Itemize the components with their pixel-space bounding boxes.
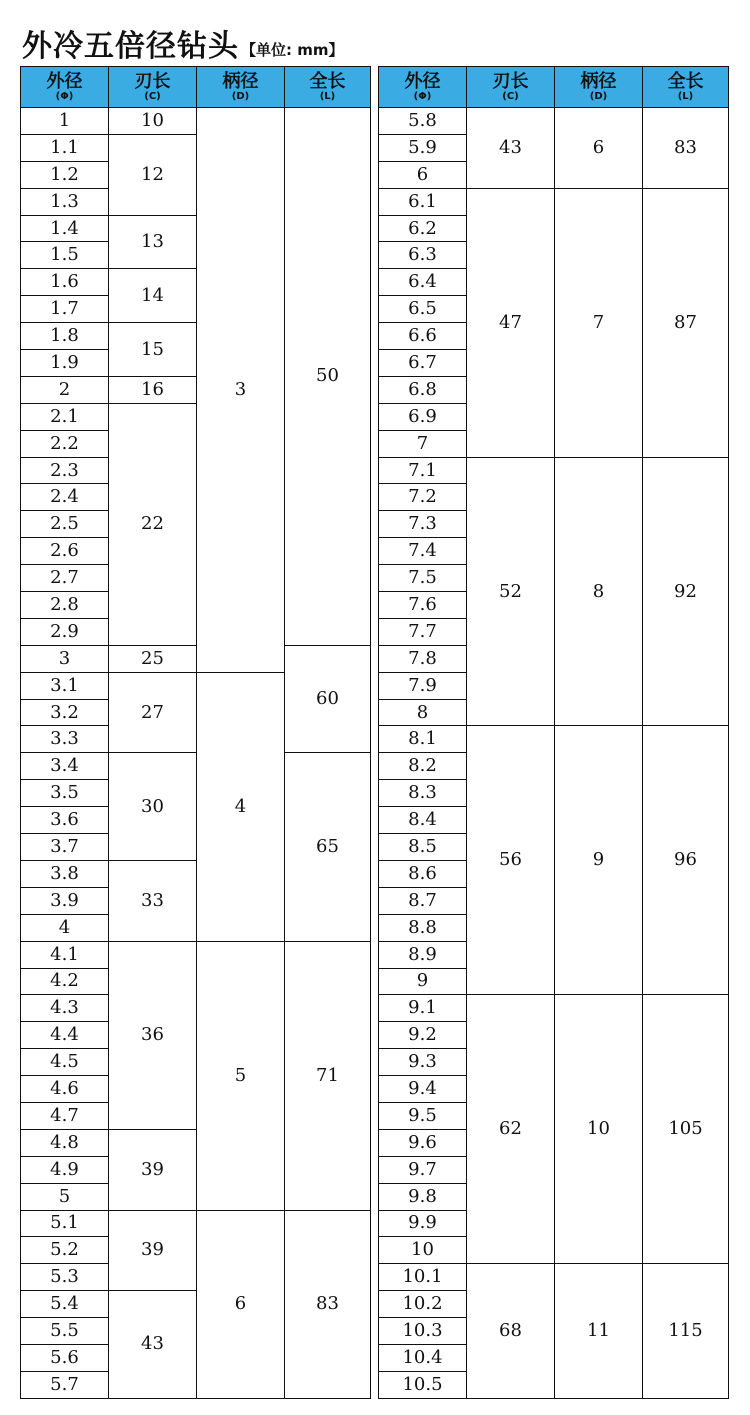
diameter-cell: 10.1: [379, 1264, 467, 1291]
total-length-cell: 65: [285, 753, 371, 941]
shank-diameter-cell: 6: [197, 1210, 285, 1398]
diameter-cell: 2.4: [21, 484, 109, 511]
diameter-cell: 1: [21, 108, 109, 135]
diameter-cell: 3.7: [21, 834, 109, 861]
diameter-cell: 2.6: [21, 538, 109, 565]
diameter-cell: 6.9: [379, 403, 467, 430]
blade-length-cell: 39: [109, 1129, 197, 1210]
total-length-cell: 83: [285, 1210, 371, 1398]
blade-length-cell: 22: [109, 403, 197, 645]
diameter-cell: 2: [21, 376, 109, 403]
header-blade-length: 刃长 (C): [109, 67, 197, 108]
table-row: [21, 941, 371, 968]
header-shank-diameter: 柄径 (D): [197, 67, 285, 108]
blade-length-cell: 15: [109, 323, 197, 377]
blade-length-cell: 43: [109, 1291, 197, 1399]
diameter-cell: 3.2: [21, 699, 109, 726]
diameter-cell: 4.6: [21, 1076, 109, 1103]
total-length-cell: 50: [285, 108, 371, 646]
diameter-cell: 5.3: [21, 1264, 109, 1291]
diameter-cell: 4.4: [21, 1022, 109, 1049]
diameter-cell: 3.9: [21, 887, 109, 914]
diameter-cell: 8.4: [379, 807, 467, 834]
diameter-cell: 6.8: [379, 376, 467, 403]
blade-length-cell: 13: [109, 215, 197, 269]
diameter-cell: 1.2: [21, 161, 109, 188]
diameter-cell: 2.8: [21, 592, 109, 619]
diameter-cell: 3.1: [21, 672, 109, 699]
table-body: [21, 108, 371, 1399]
diameter-cell: 6.3: [379, 242, 467, 269]
diameter-cell: 4.2: [21, 968, 109, 995]
blade-length-cell: 52: [467, 457, 555, 726]
table-row: [379, 457, 729, 484]
diameter-cell: 10.2: [379, 1291, 467, 1318]
shank-diameter-cell: 7: [555, 188, 643, 457]
diameter-cell: 8.8: [379, 914, 467, 941]
table-body: [379, 108, 729, 1399]
blade-length-cell: 25: [109, 645, 197, 672]
table-row: [379, 995, 729, 1022]
diameter-cell: 7.8: [379, 645, 467, 672]
shank-diameter-cell: 10: [555, 995, 643, 1264]
header-diameter: 外径 (Φ): [21, 67, 109, 108]
diameter-cell: 5.6: [21, 1344, 109, 1371]
blade-length-cell: 12: [109, 134, 197, 215]
blade-length-cell: 68: [467, 1264, 555, 1398]
table-row: [379, 108, 729, 135]
diameter-cell: 2.2: [21, 430, 109, 457]
blade-length-cell: 10: [109, 108, 197, 135]
diameter-cell: 5.5: [21, 1318, 109, 1345]
diameter-cell: 1.5: [21, 242, 109, 269]
blade-length-cell: 36: [109, 941, 197, 1129]
diameter-cell: 1.7: [21, 296, 109, 323]
shank-diameter-cell: 6: [555, 108, 643, 189]
diameter-cell: 2.7: [21, 565, 109, 592]
diameter-cell: 9.2: [379, 1022, 467, 1049]
diameter-cell: 4.5: [21, 1049, 109, 1076]
diameter-cell: 6: [379, 161, 467, 188]
diameter-cell: 4.1: [21, 941, 109, 968]
diameter-cell: 8.1: [379, 726, 467, 753]
page-title: [22, 16, 343, 62]
diameter-cell: 7.5: [379, 565, 467, 592]
header-row: [21, 67, 371, 108]
total-length-cell: 105: [643, 995, 729, 1264]
diameter-cell: 5: [21, 1183, 109, 1210]
diameter-cell: 9.1: [379, 995, 467, 1022]
diameter-cell: 6.7: [379, 350, 467, 377]
diameter-cell: 4: [21, 914, 109, 941]
diameter-cell: 7.1: [379, 457, 467, 484]
table-row: [21, 108, 371, 135]
blade-length-cell: 30: [109, 753, 197, 861]
blade-length-cell: 62: [467, 995, 555, 1264]
diameter-cell: 8.2: [379, 753, 467, 780]
diameter-cell: 9.8: [379, 1183, 467, 1210]
table-row: [379, 726, 729, 753]
diameter-cell: 8.9: [379, 941, 467, 968]
shank-diameter-cell: 8: [555, 457, 643, 726]
table-row: [21, 1210, 371, 1237]
header-total-length: 全长 (L): [285, 67, 371, 108]
total-length-cell: 92: [643, 457, 729, 726]
diameter-cell: 8.3: [379, 780, 467, 807]
diameter-cell: 10: [379, 1237, 467, 1264]
diameter-cell: 7.4: [379, 538, 467, 565]
diameter-cell: 8: [379, 699, 467, 726]
blade-length-cell: 56: [467, 726, 555, 995]
blade-length-cell: 14: [109, 269, 197, 323]
diameter-cell: 7.7: [379, 618, 467, 645]
spec-table-right: [378, 66, 729, 1399]
total-length-cell: 115: [643, 1264, 729, 1398]
diameter-cell: 6.1: [379, 188, 467, 215]
diameter-cell: 7: [379, 430, 467, 457]
diameter-cell: 9.3: [379, 1049, 467, 1076]
blade-length-cell: 33: [109, 860, 197, 941]
diameter-cell: 1.3: [21, 188, 109, 215]
diameter-cell: 6.6: [379, 323, 467, 350]
diameter-cell: 5.4: [21, 1291, 109, 1318]
shank-diameter-cell: 4: [197, 672, 285, 941]
diameter-cell: 9.5: [379, 1102, 467, 1129]
diameter-cell: 4.8: [21, 1129, 109, 1156]
diameter-cell: 3.3: [21, 726, 109, 753]
diameter-cell: 3: [21, 645, 109, 672]
diameter-cell: 1.1: [21, 134, 109, 161]
title-text: 外冷五倍径钻头: [22, 29, 239, 64]
diameter-cell: 10.5: [379, 1371, 467, 1398]
diameter-cell: 5.1: [21, 1210, 109, 1237]
diameter-cell: 9.9: [379, 1210, 467, 1237]
table-row: [21, 645, 371, 672]
diameter-cell: 4.7: [21, 1102, 109, 1129]
total-length-cell: 96: [643, 726, 729, 995]
shank-diameter-cell: 5: [197, 941, 285, 1210]
blade-length-cell: 43: [467, 108, 555, 189]
header-shank-diameter: 柄径 (D): [555, 67, 643, 108]
diameter-cell: 6.2: [379, 215, 467, 242]
diameter-cell: 9.7: [379, 1156, 467, 1183]
diameter-cell: 9.6: [379, 1129, 467, 1156]
diameter-cell: 4.9: [21, 1156, 109, 1183]
diameter-cell: 7.2: [379, 484, 467, 511]
diameter-cell: 1.4: [21, 215, 109, 242]
table-row: [379, 1264, 729, 1291]
total-length-cell: 71: [285, 941, 371, 1210]
diameter-cell: 8.7: [379, 887, 467, 914]
diameter-cell: 5.8: [379, 108, 467, 135]
diameter-cell: 5.7: [21, 1371, 109, 1398]
total-length-cell: 60: [285, 645, 371, 753]
shank-diameter-cell: 11: [555, 1264, 643, 1398]
diameter-cell: 6.5: [379, 296, 467, 323]
spec-table-left: [20, 66, 371, 1399]
table-row: [21, 753, 371, 780]
diameter-cell: 3.4: [21, 753, 109, 780]
diameter-cell: 7.3: [379, 511, 467, 538]
diameter-cell: 7.6: [379, 592, 467, 619]
diameter-cell: 1.8: [21, 323, 109, 350]
diameter-cell: 1.6: [21, 269, 109, 296]
diameter-cell: 7.9: [379, 672, 467, 699]
diameter-cell: 2.9: [21, 618, 109, 645]
blade-length-cell: 27: [109, 672, 197, 753]
diameter-cell: 10.4: [379, 1344, 467, 1371]
diameter-cell: 9: [379, 968, 467, 995]
diameter-cell: 3.5: [21, 780, 109, 807]
diameter-cell: 4.3: [21, 995, 109, 1022]
diameter-cell: 6.4: [379, 269, 467, 296]
diameter-cell: 2.1: [21, 403, 109, 430]
header-blade-length: 刃长 (C): [467, 67, 555, 108]
diameter-cell: 5.9: [379, 134, 467, 161]
blade-length-cell: 39: [109, 1210, 197, 1291]
total-length-cell: 87: [643, 188, 729, 457]
shank-diameter-cell: 9: [555, 726, 643, 995]
diameter-cell: 2.3: [21, 457, 109, 484]
total-length-cell: 83: [643, 108, 729, 189]
diameter-cell: 2.5: [21, 511, 109, 538]
header-total-length: 全长 (L): [643, 67, 729, 108]
diameter-cell: 3.6: [21, 807, 109, 834]
header-diameter: 外径 (Φ): [379, 67, 467, 108]
header-row: [379, 67, 729, 108]
blade-length-cell: 47: [467, 188, 555, 457]
diameter-cell: 1.9: [21, 350, 109, 377]
table-row: [379, 188, 729, 215]
diameter-cell: 8.5: [379, 834, 467, 861]
shank-diameter-cell: 3: [197, 108, 285, 673]
unit-label: 【单位: mm】: [241, 41, 344, 59]
blade-length-cell: 16: [109, 376, 197, 403]
diameter-cell: 10.3: [379, 1318, 467, 1345]
diameter-cell: 8.6: [379, 860, 467, 887]
diameter-cell: 5.2: [21, 1237, 109, 1264]
diameter-cell: 3.8: [21, 860, 109, 887]
diameter-cell: 9.4: [379, 1076, 467, 1103]
